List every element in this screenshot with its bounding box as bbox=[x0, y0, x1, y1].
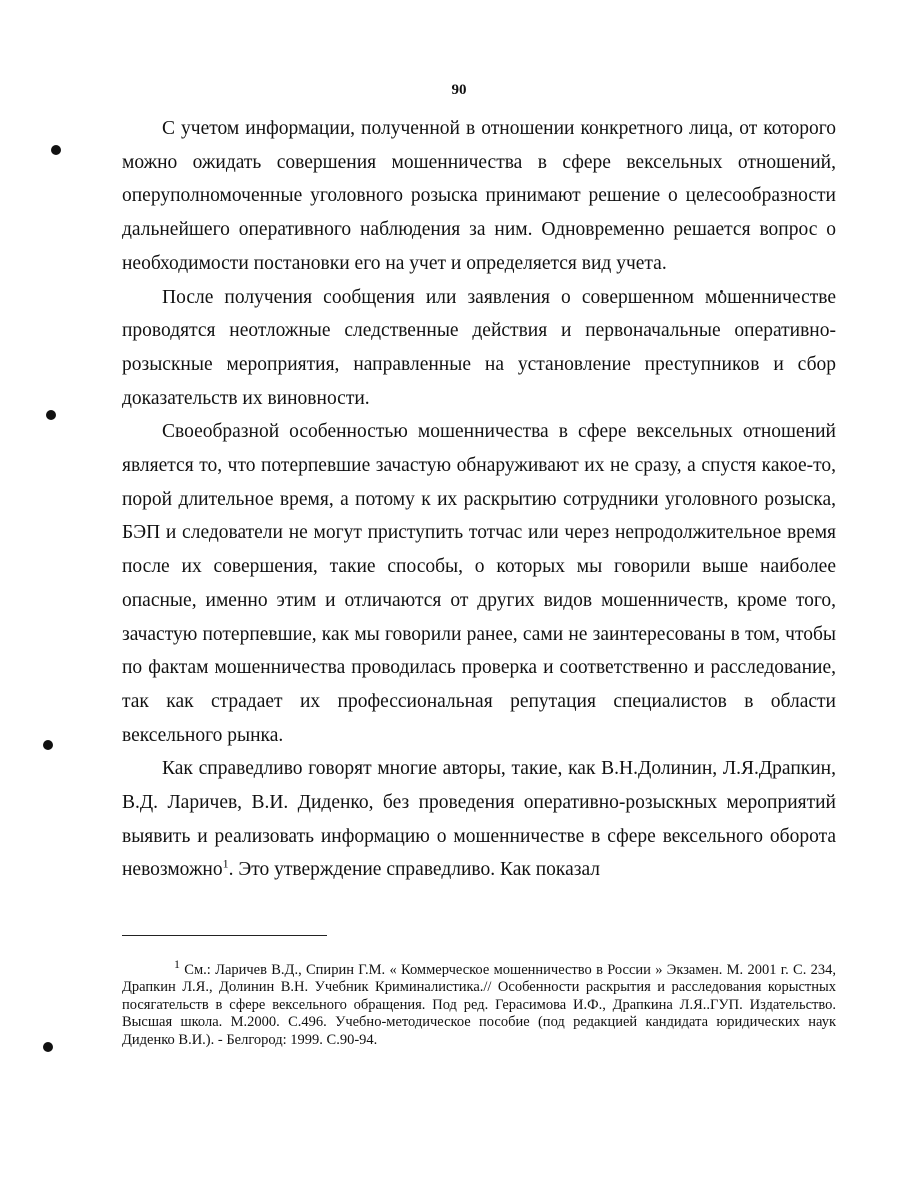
paragraph-4 bbox=[122, 752, 836, 887]
paragraph-1: С учетом информации, полученной в отношении конкретного лица, от которого можно ожидать совершения мошенничества в сфере вексельных отношений, оперуполномоченные уголовного розыска принимают решение о целесообразности дальнейшего оперативного наблюдения за ним. Одновременно решается вопрос о необходимости постановки его на учет и определяется вид учета. bbox=[122, 118, 836, 274]
footnote-mark: 1 bbox=[174, 957, 180, 972]
punch-hole-4 bbox=[43, 1042, 53, 1052]
paragraph-3: Своеобразной особенностью мошенничества в сфере вексельных отношений является то, что потерпевшие зачастую обнаруживают их не сразу, а спустя какое-то, порой длительное время, а потому к их раскрытию сотрудники уголовного розыска, БЭП и следователи не могут приступить тотчас или через непродолжительное время после их совершения, такие способы, о которых мы говорили выше наиболее опасные, именно этим и отличаются от других видов мошенничеств, кроме того, зачастую потерпевшие, как мы говорили ранее, сами не заинтересованы в том, чтобы по фактам мошенничества проводилась проверка и соответственно и расследование, так как страдает их профессиональная репутация специалистов в области вексельного рынка. bbox=[122, 421, 836, 746]
page-number: 90 bbox=[451, 82, 467, 98]
body-text bbox=[122, 112, 836, 887]
paragraph-4-text: Как справедливо говорят многие авторы, такие, как В.Н.Долинин, Л.Я.Драпкин, В.Д. Ларичев, В.И. Диденко, без проведения оперативно-розыскных мероприятий выявить и реализовать информацию о мошенничестве в сфере вексельного оборота невозможно bbox=[122, 758, 836, 881]
punch-hole-3 bbox=[43, 740, 53, 750]
paragraph-2: После получения сообщения или заявления о совершенном мошенничестве проводятся неотложные следственные действия и первоначальные оперативно-розыскные мероприятия, направленные на установление преступников и сбор доказательств их виновности. bbox=[122, 286, 836, 409]
footnote-separator bbox=[122, 935, 327, 936]
punch-hole-2 bbox=[46, 410, 56, 420]
footnote-text: См.: Ларичев В.Д., Спирин Г.М. « Коммерческое мошенничество в России » Экзамен. М. 2001 г. С. 234, Драпкин Л.Я., Долинин В.Н. Учебник Криминалистика.// Особенности раскрытия и расследования корыстных посягательств в сфере вексельного обращения. Под ред. Герасимова И.Ф., Драпкина Л.Я..ГУП. Издательство. Высшая школа. М.2000. С.496. Учебно-методическое пособие (под редакцией кандидата юридических наук Диденко В.И.). - Белгород: 1999. С.90-94. bbox=[122, 962, 836, 1048]
footnote bbox=[122, 957, 836, 1049]
paragraph-4-continuation: . Это утверждение справедливо. Как показал bbox=[228, 859, 601, 881]
footnote-reference: 1 bbox=[222, 856, 229, 871]
punch-hole-1 bbox=[51, 145, 61, 155]
